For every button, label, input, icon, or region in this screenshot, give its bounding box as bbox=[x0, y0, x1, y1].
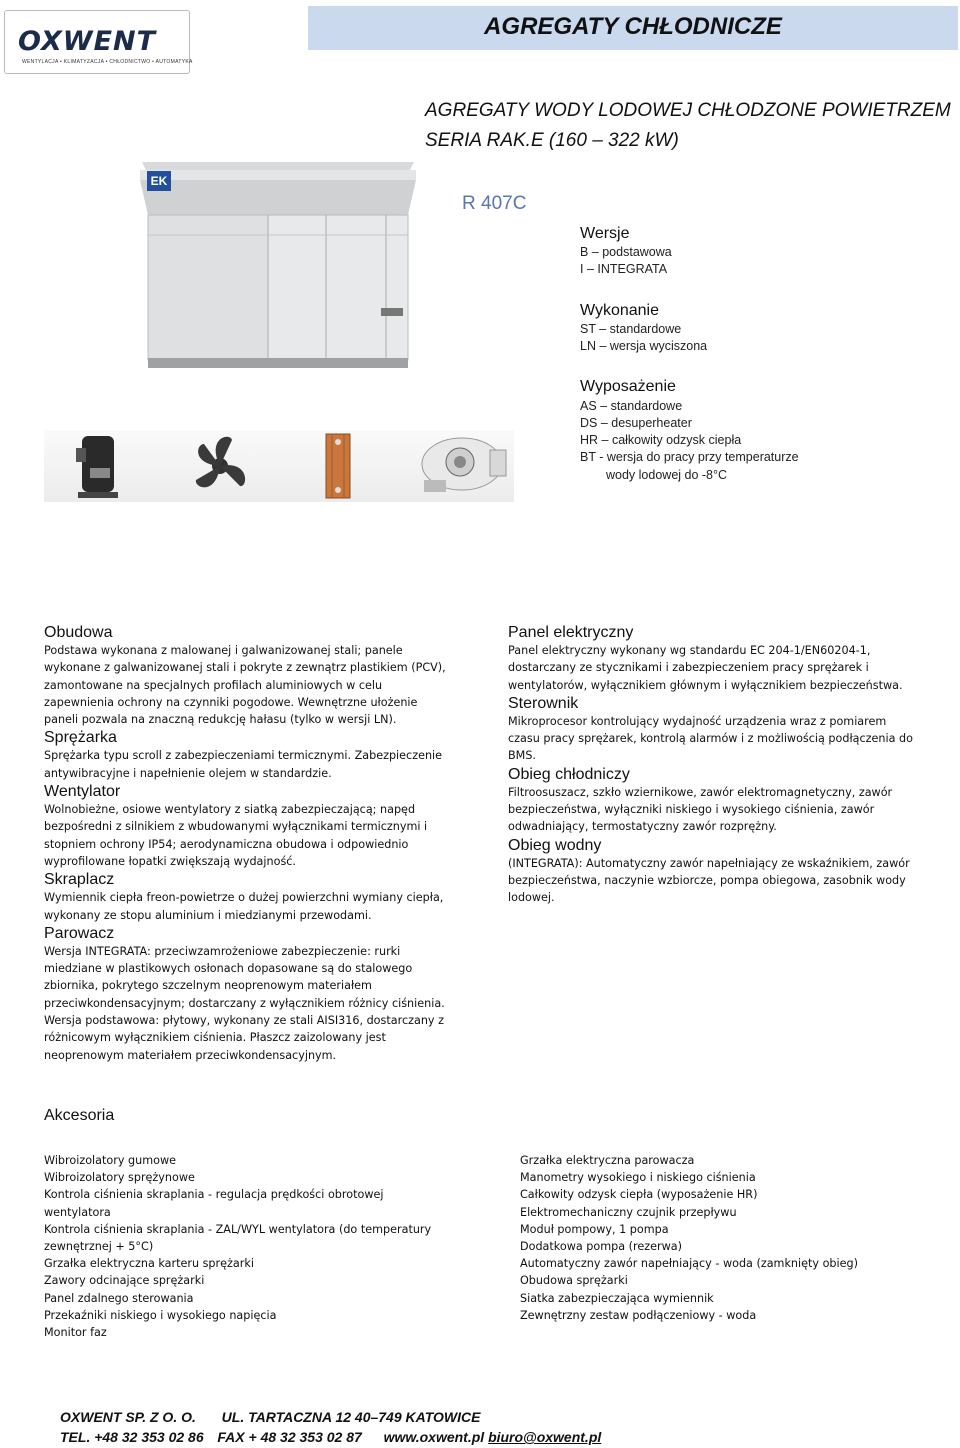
equipment-item: BT - wersja do pracy przy temperaturze bbox=[580, 450, 799, 464]
accessories-list-right bbox=[520, 1152, 950, 1324]
list-item: Grzałka elektryczna parowacza bbox=[520, 1154, 695, 1167]
evaporator-image bbox=[414, 428, 510, 500]
footer-company: OXWENT SP. Z O. O. bbox=[60, 1409, 196, 1425]
execution-item: LN – wersja wyciszona bbox=[580, 339, 708, 353]
footer-address-line bbox=[60, 1409, 480, 1425]
equipment-heading: Wyposażenie bbox=[580, 378, 676, 395]
equipment-item: wody lodowej do -8°C bbox=[606, 468, 728, 482]
footer-website-link[interactable]: www.oxwent.pl bbox=[383, 1429, 485, 1445]
list-item: Panel zdalnego sterowania bbox=[44, 1291, 194, 1305]
list-item: zewnętrznej + 5°C) bbox=[44, 1240, 154, 1254]
plate-exchanger-image bbox=[318, 430, 360, 502]
section-text-controller: Mikroprocesor kontrolujący wydajność urządzenia wraz z pomiarem czasu pracy sprężarek, kontrolą alarmów i z możliwością podłączenia do BMS. bbox=[508, 714, 913, 763]
section-heading-compressor: Sprężarka bbox=[44, 729, 117, 747]
equipment-item: HR – całkowity odzysk ciepła bbox=[580, 433, 742, 447]
list-item: Wibroizolatory gumowe bbox=[44, 1154, 176, 1167]
section-text-electrical-panel: Panel elektryczny wykonany wg standardu EC 204-1/EN60204-1, dostarczany ze stycznikami i zabezpieczeniem pracy sprężarek i wentylatorów, wyłącznikiem głównym i wyłącznikiem bezpieczeństwa. bbox=[508, 644, 903, 692]
section-text-compressor: Sprężarka typu scroll z zabezpieczeniami termicznymi. Zabezpieczenie antywibracyjne i napełnienie olejem w standardzie. bbox=[44, 749, 443, 780]
logo-wordmark: OXWENT bbox=[18, 26, 157, 57]
section-text-fan: Wolnobieżne, osiowe wentylatory z siatką zabezpieczającą; napęd bezpośredni z silnikiem z wbudowanymi wyłącznikami termicznymi i stopniem ochrony IP54; aerodynamiczna obudowa i odpowiednio wyprofilowane łopatki zwiększają wydajność. bbox=[44, 803, 428, 868]
right-column bbox=[508, 623, 948, 907]
list-item: Przekaźniki niskiego i wysokiego napięcia bbox=[44, 1308, 277, 1322]
section-text-refrigerant-circuit: Filtroosuszacz, szkło wziernikowe, zawór elektromagnetyczny, zawór bezpieczeństwa, wyłączniki niskiego i wysokiego ciśnienia, zawór odwadniający, termostatyczny zawór rozprężny. bbox=[508, 785, 893, 834]
list-item: Automatyczny zawór napełniający - woda (zamknięty obieg) bbox=[520, 1257, 858, 1271]
list-item: Całkowity odzysk ciepła (wyposażenie HR) bbox=[520, 1188, 758, 1202]
left-column bbox=[44, 623, 484, 1064]
accessories-heading: Akcesoria bbox=[44, 1107, 115, 1124]
execution-heading: Wykonanie bbox=[580, 302, 660, 319]
compressor-image bbox=[70, 428, 126, 500]
section-text-evaporator: Wersja INTEGRATA: przeciwzamrożeniowe zabezpieczenie: rurki miedziane w plastikowych osłonach dopasowane są do stalowego zbiornika, pokrytego szczelnym neoprenowym materiałem przeciwkondensacyjnym; dostarczany z wyłącznikiem różnicy ciśnienia. Wersja podstawowa: płytowy, wykonany ze stali AISI316, dostarczany z różnicowym wyłącznikiem ciśnienia. Płaszcz zaizolowany jest neoprenowym materiałem przeciwkondensacyjnym. bbox=[44, 944, 445, 1062]
footer-contact-line bbox=[60, 1429, 601, 1445]
footer-phone: TEL. +48 32 353 02 86 bbox=[60, 1429, 204, 1445]
list-item: Grzałka elektryczna karteru sprężarki bbox=[44, 1257, 254, 1271]
list-item: Manometry wysokiego i niskiego ciśnienia bbox=[520, 1171, 756, 1185]
list-item: Monitor faz bbox=[44, 1326, 107, 1340]
list-item: Kontrola ciśnienia skraplania - ZAL/WYL wentylatora (do temperatury bbox=[44, 1222, 432, 1236]
section-text-housing: Podstawa wykonana z malowanej i galwanizowanej stali; panele wykonane z galwanizowanej stali i pokryte z zewnątrz plastikiem (PCV), zamontowane na specjalnych profilach aluminiowych w celu zapewnienia ochrony na czynniki pogodowe. Wewnętrzne ułożenie paneli pozwala na znaczną redukcję hałasu (tylko w wersji LN). bbox=[44, 644, 446, 727]
list-item: wentylatora bbox=[44, 1205, 111, 1219]
section-heading-controller: Sterownik bbox=[508, 694, 579, 712]
section-heading-electrical-panel: Panel elektryczny bbox=[508, 624, 634, 641]
equipment-item: DS – desuperheater bbox=[580, 416, 692, 430]
logo-tagline: WENTYLACJA • KLIMATYZACJA • CHŁODNICTWO • AUTOMATYKA bbox=[22, 59, 193, 65]
section-heading-condenser: Skraplacz bbox=[44, 871, 115, 889]
section-text-water-circuit: (INTEGRATA): Automatyczny zawór napełniający ze wskaźnikiem, zawór bezpieczeństwa, naczynie wzbiorcze, pompa obiegowa, zasobnik wody lodowej. bbox=[508, 856, 910, 905]
chiller-unit-image bbox=[136, 160, 421, 375]
footer-address: UL. TARTACZNA 12 40–749 KATOWICE bbox=[221, 1409, 481, 1425]
section-heading-housing: Obudowa bbox=[44, 624, 113, 641]
list-item: Elektromechaniczny czujnik przepływu bbox=[520, 1205, 737, 1219]
footer-email-link[interactable]: biuro@oxwent.pl bbox=[488, 1429, 602, 1445]
section-heading-evaporator: Parowacz bbox=[44, 924, 115, 942]
versions-heading: Wersje bbox=[580, 225, 630, 242]
footer-fax: FAX + 48 32 353 02 87 bbox=[217, 1429, 362, 1445]
fan-image bbox=[186, 430, 254, 502]
refrigerant-label: R 407C bbox=[462, 193, 527, 214]
execution-item: ST – standardowe bbox=[580, 322, 682, 336]
list-item: Obudowa sprężarki bbox=[520, 1274, 628, 1288]
version-item: B – podstawowa bbox=[580, 245, 672, 259]
list-item: Kontrola ciśnienia skraplania - regulacja prędkości obrotowej bbox=[44, 1188, 384, 1202]
list-item: Siatka zabezpieczająca wymiennik bbox=[520, 1291, 714, 1305]
section-heading-water-circuit: Obieg wodny bbox=[508, 836, 602, 854]
brand-badge: EK bbox=[147, 171, 171, 191]
page-title: AGREGATY CHŁODNICZE bbox=[484, 13, 782, 40]
list-item: Dodatkowa pompa (rezerwa) bbox=[520, 1240, 682, 1254]
subtitle-line-1: AGREGATY WODY LODOWEJ CHŁODZONE POWIETRZEM bbox=[425, 100, 951, 121]
list-item: Moduł pompowy, 1 pompa bbox=[520, 1222, 669, 1236]
version-item: I – INTEGRATA bbox=[580, 262, 668, 276]
accessories-list-left bbox=[44, 1152, 484, 1341]
subtitle-line-2: SERIA RAK.E (160 – 322 kW) bbox=[425, 130, 679, 151]
section-heading-refrigerant-circuit: Obieg chłodniczy bbox=[508, 765, 630, 783]
list-item: Zawory odcinające sprężarki bbox=[44, 1274, 205, 1288]
list-item: Wibroizolatory sprężynowe bbox=[44, 1171, 195, 1185]
list-item: Zewnętrzny zestaw podłączeniowy - woda bbox=[520, 1308, 757, 1322]
section-heading-fan: Wentylator bbox=[44, 783, 121, 801]
section-text-condenser: Wymiennik ciepła freon-powietrze o dużej powierzchni wymiany ciepła, wykonany ze stopu aluminium i miedzianymi przewodami. bbox=[44, 891, 444, 922]
title-banner bbox=[308, 6, 958, 50]
equipment-item: AS – standardowe bbox=[580, 399, 683, 413]
